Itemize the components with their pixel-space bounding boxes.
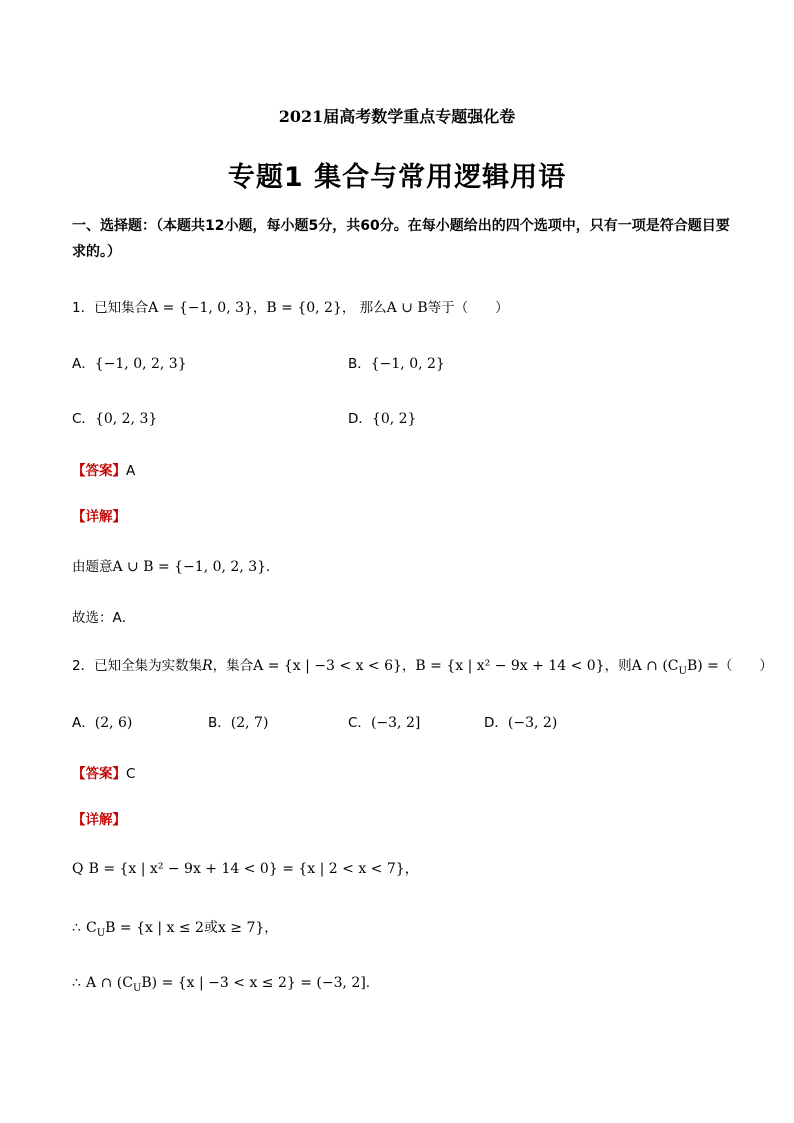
- q2-detail-line-3: [72, 972, 370, 994]
- question-1-stem: [72, 296, 509, 316]
- q1-stem-mid: ， 那么: [341, 300, 387, 316]
- q2-set-b: B = {x | x² − 9x + 14 < 0}: [415, 658, 605, 674]
- q1-detail-tag: [72, 505, 126, 525]
- q1-set-b: B = {0, 2}: [266, 300, 342, 316]
- detail-prefix: 由题意: [72, 559, 113, 575]
- detail-expr-head: A ∩ (C: [86, 975, 133, 991]
- q2-set-a: A = {x | −3 < x < 6}: [253, 658, 402, 674]
- option-label: D．: [348, 411, 372, 427]
- q1-option-a: [72, 352, 187, 372]
- document-subtitle: 2021届高考数学重点专题强化卷: [278, 107, 516, 126]
- q2-detail-line-1: [72, 857, 418, 877]
- detail-expr: B = {x | x ≤ 2或x ≥ 7}: [105, 920, 265, 936]
- option-value: {−1, 0, 2, 3}: [94, 356, 187, 372]
- detail-expr: A ∪ B = {−1, 0, 2, 3}: [112, 559, 267, 575]
- answer-value: A: [126, 463, 136, 479]
- option-label: D．: [484, 715, 508, 731]
- q1-stem-prefix: 1．已知集合: [72, 300, 149, 316]
- q1-option-d: [348, 407, 416, 427]
- detail-suffix: ，: [404, 861, 419, 877]
- option-value: (2, 6): [94, 715, 133, 731]
- q1-stem-suffix: 等于（ ）: [427, 300, 509, 316]
- complement-sub: U: [96, 928, 106, 940]
- q2-option-a: [72, 711, 132, 731]
- option-value: {0, 2}: [371, 411, 417, 427]
- q2-option-c: [348, 711, 420, 731]
- q1-expr: A ∪ B: [386, 300, 428, 316]
- option-label: B．: [208, 715, 231, 731]
- option-value: {−1, 0, 2}: [370, 356, 445, 372]
- q2-option-d: [484, 711, 557, 731]
- q2-detail-line-2: [72, 916, 278, 939]
- therefore-symbol: ∴: [72, 920, 81, 936]
- q2-expr-sub: U: [678, 665, 687, 677]
- detail-suffix: ．: [266, 559, 280, 575]
- detail-tag: 【详解】: [72, 812, 126, 828]
- q2-sep: ，: [401, 658, 416, 674]
- q2-expr-tail: B) =: [686, 658, 719, 674]
- document-title: 专题1 集合与常用逻辑用语: [227, 162, 567, 193]
- option-value: (−3, 2]: [370, 715, 421, 731]
- q1-conclusion: [72, 606, 135, 626]
- question-2-stem: [72, 654, 773, 677]
- detail-expr: B) = {x | −3 < x ≤ 2} = (−3, 2]: [141, 975, 366, 991]
- q2-stem-mid1: ，集合: [212, 658, 254, 674]
- q2-stem-mid2: ，则: [604, 658, 632, 674]
- q1-option-c: [72, 407, 157, 427]
- q2-expr-head: A ∩ (C: [631, 658, 679, 674]
- section-heading: 一、选择题：（本题共12小题，每小题5分，共60分。在每小题给出的四个选项中，只有一项是符合题目要求的。）: [72, 218, 730, 260]
- q1-sep: ，: [252, 300, 267, 316]
- therefore-symbol: ∴: [72, 975, 81, 991]
- answer-tag: 【答案】: [72, 766, 126, 782]
- option-label: C．: [348, 715, 371, 731]
- option-label: A．: [72, 356, 95, 372]
- q2-answer: [72, 762, 135, 782]
- because-symbol: Q: [72, 861, 84, 877]
- q2-r: R: [202, 658, 213, 674]
- answer-value: C: [126, 766, 136, 782]
- q2-detail-tag: [72, 808, 126, 828]
- conclusion-text: 故选：A．: [72, 610, 136, 626]
- detail-expr: B = {x | x² − 9x + 14 < 0} = {x | 2 < x < 7}: [88, 861, 405, 877]
- complement-sub: U: [132, 983, 142, 995]
- complement-c: C: [86, 920, 97, 936]
- option-value: (2, 7): [230, 715, 269, 731]
- detail-suffix: ，: [264, 920, 278, 936]
- q2-stem-suffix: （ ）: [718, 658, 773, 674]
- q1-answer: [72, 459, 135, 479]
- option-label: A．: [72, 715, 95, 731]
- option-value: (−3, 2): [507, 715, 558, 731]
- detail-suffix: .: [365, 975, 371, 991]
- q1-detail-line: [72, 555, 280, 575]
- option-value: {0, 2, 3}: [94, 411, 158, 427]
- q2-stem-prefix: 2．已知全集为实数集: [72, 658, 203, 674]
- answer-tag: 【答案】: [72, 463, 126, 479]
- option-label: B．: [348, 356, 371, 372]
- option-label: C．: [72, 411, 95, 427]
- q2-option-b: [208, 711, 268, 731]
- q1-set-a: A = {−1, 0, 3}: [148, 300, 253, 316]
- detail-tag: 【详解】: [72, 509, 126, 525]
- q2-expr: [631, 658, 719, 677]
- q1-option-b: [348, 352, 445, 372]
